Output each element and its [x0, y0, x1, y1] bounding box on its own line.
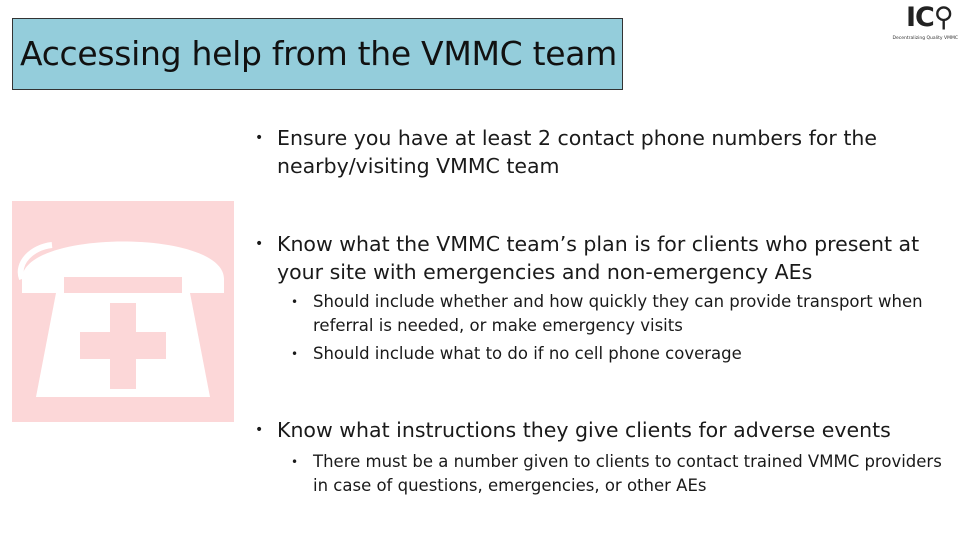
- telephone-cross-icon: [12, 201, 234, 422]
- sub-bullet-3-1: • There must be a number given to clients to contact trained VMMC providers in case of questions, emergencies, or other AEs: [291, 450, 945, 498]
- bullet-2: • Know what the VMMC team’s plan is for clients who present at your site with emergencies and non-emergency AEs: [255, 230, 945, 286]
- telephone-cross-illustration: [12, 201, 234, 422]
- slide-title: Accessing help from the VMMC team: [20, 34, 618, 73]
- icap-logo: [886, 2, 958, 46]
- bullet-3: • Know what instructions they give clients for adverse events: [255, 416, 945, 444]
- logo-tagline: Decentralizing Quality VMMC: [892, 36, 958, 41]
- sub-bullet-2-1: • Should include whether and how quickly they can provide transport when referral is needed, or make emergency visits: [291, 290, 945, 338]
- title-box: [12, 18, 623, 90]
- bullet-1: • Ensure you have at least 2 contact phone numbers for the nearby/visiting VMMC team: [255, 124, 945, 180]
- logo-mark: IC⚲: [906, 2, 953, 33]
- sub-bullet-2-2: • Should include what to do if no cell phone coverage: [291, 342, 945, 366]
- bullet-list: [255, 124, 945, 498]
